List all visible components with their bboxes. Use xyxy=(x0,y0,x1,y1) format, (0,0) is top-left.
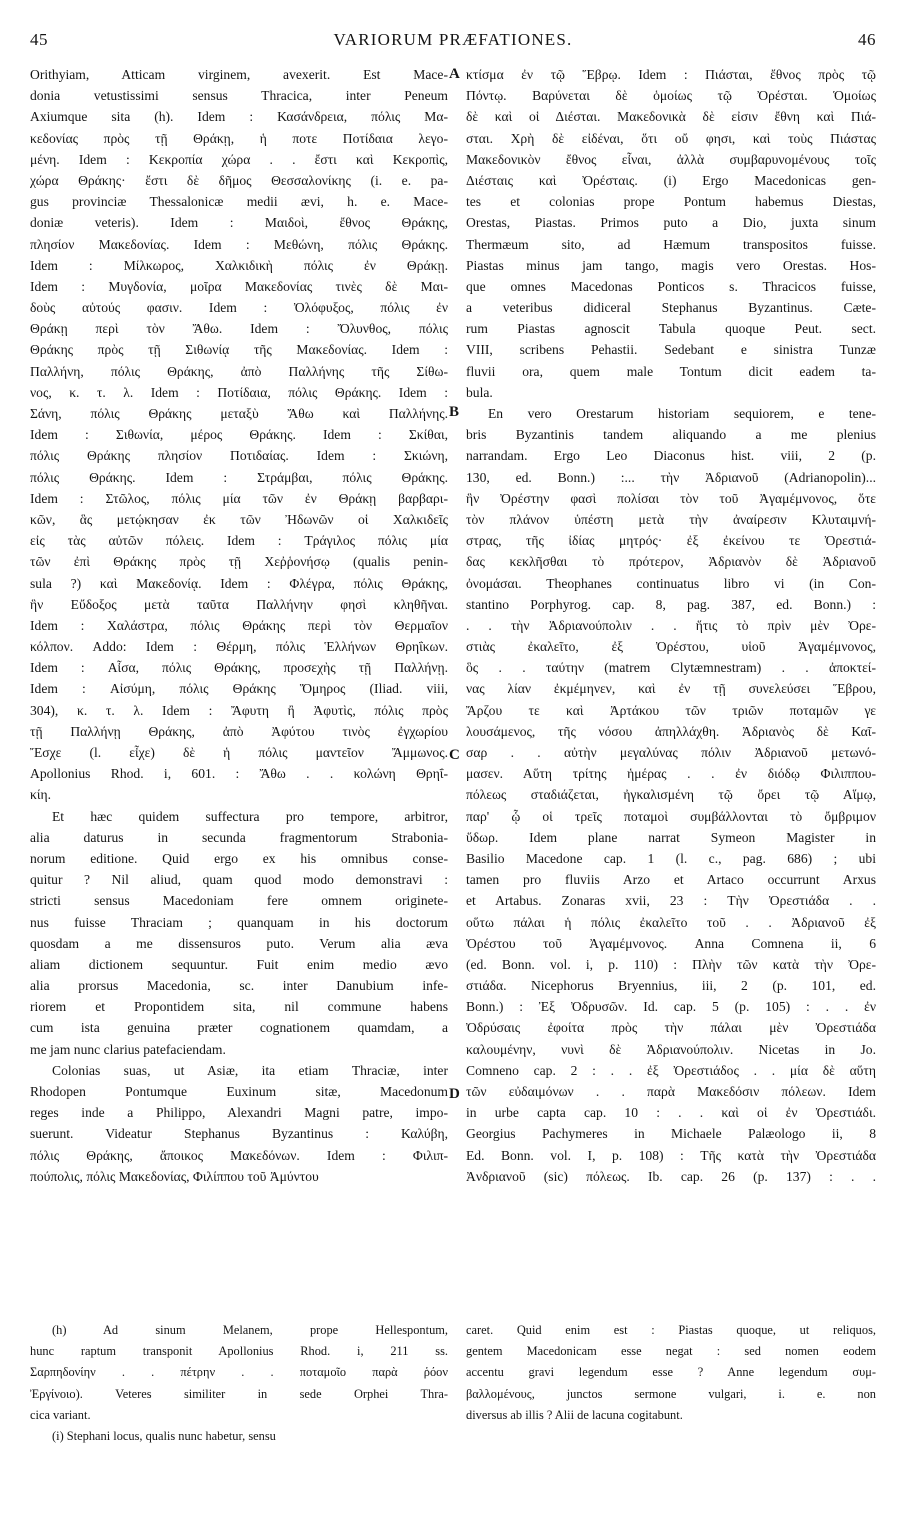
text-line: . . τὴν Ἀδριανούπολιν . . ἥτις τὸ πρὶν μὲν Ὀρε- xyxy=(466,617,876,633)
text-line: Idem : Αἰσύμη, πόλις Θράκης Ὅμηρος (Iliad. viii, xyxy=(30,681,448,697)
text-line: Μακεδονικὸν ἔθνος εἶναι, ἀλλὰ συμβαρυνομένους τοῖς xyxy=(466,151,876,167)
text-line: quosdam a me dissensuros puto. Verum alia æva xyxy=(30,935,448,951)
text-line: λουσάμενος, τῆς νόσου ἀπηλλάχθη. Ἀδριανὸς δὲ Καῖ- xyxy=(466,723,876,739)
text-line: Piastas minus jam tango, magis vero Orestas. Hos- xyxy=(466,257,876,273)
text-line: στρας, τῆς ἰδίας μητρός· ἐξ ἐκείνου τε Ὀρεστιά- xyxy=(466,533,876,549)
text-line: Thermæum sito, ad Hæmum transpositos fuisse. xyxy=(466,236,876,252)
text-line: Idem : Στῶλος, πόλις μία τῶν ἐν Θράκῃ βαρβαρι- xyxy=(30,490,448,506)
text-line: καλουμένην, νυνὶ δὲ Ἀδριανούπολιν. Nicetas in Jo. xyxy=(466,1041,876,1057)
text-line: stantino Porphyrog. cap. 8, pag. 387, ed. Bonn.) : xyxy=(466,596,876,612)
text-line: Orestas, Piastas. Primos puto a Dio, juxta sinum xyxy=(466,215,876,231)
text-line: Ἄρζου τε καὶ Ἀρτάκου τῶν τριῶν ποταμῶν γε xyxy=(466,702,876,718)
left-column xyxy=(30,64,448,1187)
text-line: reges inde a Philippo, Alexandri Magni patre, impo- xyxy=(30,1105,448,1121)
text-line: bula. xyxy=(466,384,493,400)
text-line: Axiumque sita (h). Idem : Κασάνδρεια, πόλις Μα- xyxy=(30,109,448,125)
text-line: Ὀδρύσαις ἐφοίτα πρὸς τὴν πάλαι μὲν Ὀρεστιάδα xyxy=(466,1020,876,1036)
text-line: σται. Χρὴ δὲ εἰδέναι, ὅτι οὔ φησι, καὶ τοὺς Πιάστας xyxy=(466,130,876,146)
footnote-line: caret. Quid enim est : Piastas quoque, ut reliquos, xyxy=(466,1323,876,1337)
running-title: VARIORUM PRÆFATIONES. xyxy=(333,30,573,49)
text-line: ὃς . . ταύτην (matrem Clytæmnestram) . . ἀποκτεί- xyxy=(466,660,876,676)
footnote-line: (h) Ad sinum Melanem, prope Hellespontum, xyxy=(52,1323,448,1337)
margin-letter-a: A xyxy=(449,66,460,82)
text-line: Θράκῃ περὶ τὸν Ἄθω. Idem : Ὄλυνθος, πόλις xyxy=(30,321,448,337)
footnote-line: Ἐργίνοιο). Veteres similiter in sede Orphei Thra- xyxy=(30,1386,448,1401)
text-line: riorem et Propontidem sita, nil commune habens xyxy=(30,999,448,1015)
text-line: Colonias suas, ut Asiæ, ita etiam Thraciæ, inter xyxy=(52,1062,448,1078)
text-line: τῶν ἐπὶ Θράκης πρὸς τῇ Χεῤῥονήσῳ (qualis penin- xyxy=(30,554,448,570)
text-line: παρ' ᾧ οἱ τρεῖς ποταμοὶ συμβάλλονται τὸ ὄμβριμον xyxy=(466,808,876,824)
footnote-line: cica variant. xyxy=(30,1407,91,1422)
page-number-right: 46 xyxy=(858,30,876,49)
text-line: Σάνη, πόλις Θράκης μεταξὺ Ἄθω καὶ Παλλήνης. xyxy=(30,406,448,421)
text-line: Rhodopen Pontumque Euxinum sitæ, Macedonum xyxy=(30,1084,448,1099)
margin-letter-c: C xyxy=(449,747,460,763)
text-line: Θράκης πρὸς τῇ Σιθωνίᾳ τῆς Μακεδονίας. Idem : xyxy=(30,342,448,358)
text-line: σαρ . . αὐτὴν μεγαλύνας πόλιν Ἀδριανοῦ μετωνό- xyxy=(466,745,876,760)
text-line: Et hæc quidem suffectura pro tempore, arbitror, xyxy=(52,808,448,824)
text-line: bris Byzantinis tandem aliquando a me plenius xyxy=(466,427,876,443)
text-line: κῶν, ἃς μετῴκησαν ἐκ τῶν Ἠδωνῶν οἱ Χαλκιδεῖς xyxy=(30,511,448,527)
text-line: que omnes Macedonas Ponticos s. Thracicos fuisse, xyxy=(466,278,876,294)
text-line: Idem : Σιθωνία, μέρος Θράκης. Idem : Σκίθαι, xyxy=(30,427,448,443)
text-line: νας λίαν ἐκμέμηνεν, καὶ ἐν τῇ συνελεύσει Ἕβρου, xyxy=(466,681,876,697)
footnote-line: hunc raptum transponit Apollonius Rhod. i, 211 ss. xyxy=(30,1344,448,1359)
text-line: πόλεως σταδιάζεται, ἠγκαλισμένη τῷ ὄρει τῷ Αἵμῳ, xyxy=(466,787,876,803)
text-line: μασεν. Αὕτη τρίτης ἡμέρας . . ἐν διόδῳ Φιλιππου- xyxy=(466,766,876,782)
text-line: πλησίον Μακεδονίας. Idem : Μεθώνη, πόλις Θράκης. xyxy=(30,236,448,252)
text-line: nus fuisse Thraciam ; quanquam in his doctorum xyxy=(30,914,448,930)
text-line: fluvii ora, quem male Tontum dicit eadem ta- xyxy=(466,363,876,379)
text-line: οὕτω πάλαι ἡ πόλις ἐκαλεῖτο τοῦ . . Ἀδριανοῦ ἐξ xyxy=(466,914,876,930)
text-line: ἣν Ὀρέστην φασὶ πολίσαι τὸν τοῦ Ἀγαμέμνονος, ὅτε xyxy=(466,490,876,506)
text-line: aliam dictionem sequuntur. Fuit enim medio ævo xyxy=(30,956,448,972)
text-line: κεδονίας πρὸς τῇ Θράκῃ, ἡ ποτε Ποτίδαια λεγο- xyxy=(30,130,448,146)
text-line: Διέσταις καὶ Ὀρέσταις. (i) Ergo Macedonicas gen- xyxy=(466,172,876,188)
text-line: μένη. Idem : Κεκροπία χώρα . . ἔστι καὶ Κεκροπὶς, xyxy=(30,151,448,167)
text-line: Ὀρέστου τοῦ Ἀγαμέμνονος. Anna Comnena ii, 6 xyxy=(466,935,876,951)
text-line: Ἀνδριανοῦ (sic) πόλεως. Ib. cap. 26 (p. 137) : . . xyxy=(466,1168,876,1184)
text-line: tes et colonias prope Pontum habemus Diestas, xyxy=(466,194,876,210)
text-line: Bonn.) : Ἐξ Ὀδρυσῶν. Id. cap. 5 (p. 105) : . . ἐν xyxy=(466,999,876,1015)
page-number-left: 45 xyxy=(30,30,48,49)
text-line: τῇ Παλλήνῃ Θράκης, ἀπὸ Ἀφύτου τινὸς ἐγχωρίου xyxy=(30,723,448,739)
text-line: πούπολις, πόλις Μακεδονίας, Φιλίππου τοῦ Ἀμύντου xyxy=(30,1168,319,1184)
text-line: Orithyiam, Atticam virginem, avexerit. Est Mace- xyxy=(30,67,448,82)
text-line: me jam nunc clarius patefaciendam. xyxy=(30,1041,226,1057)
text-line: gus provinciæ Thessalonicæ medii ævi, h. e. Mace- xyxy=(30,194,448,210)
text-line: νος, κ. τ. λ. Idem : Ποτίδαια, πόλις Θράκης. Idem : xyxy=(30,384,448,400)
margin-letter-b: B xyxy=(449,404,460,420)
footnote-line: gentem Macedonicam esse negat : sed nomen eodem xyxy=(466,1344,876,1359)
text-line: τῶν εὐδαιμόνων . . παρὰ Μακεδόσιν πόλεων. Idem xyxy=(466,1084,876,1099)
text-line: δας κεκλῆσθαι τὸ πρότερον, Ἀδριανὸν δὲ Ἀδριανοῦ xyxy=(466,554,876,570)
footnote-line: βαλλομένους, junctos sermone vulgari, i. e. non xyxy=(466,1386,876,1401)
text-line: et Artabus. Zonaras xvii, 23 : Τὴν Ὀρεστιάδα . . xyxy=(466,893,876,909)
text-line: Idem : Μυγδονία, μοῖρα Μακεδονίας τινὲς δὲ Μαι- xyxy=(30,278,448,294)
text-line: norum editione. Quid ergo ex his omnibus conse- xyxy=(30,850,448,866)
page-header xyxy=(30,30,876,56)
text-line: κίη. xyxy=(30,787,52,803)
text-line: Πόντῳ. Βαρύνεται δὲ ὁμοίως τῷ Ὀρέσται. Ὁμοίως xyxy=(466,88,876,104)
footnotes-left xyxy=(30,1322,448,1449)
text-line: δὲ καὶ οἱ Διέσται. Μακεδονικὰ δὲ εἰσιν ἔθνη καὶ Πιά- xyxy=(466,109,876,125)
text-line: (ed. Bonn. vol. i, p. 110) : Πλὴν τῶν κατὰ τὴν Ὀρε- xyxy=(466,956,876,972)
text-line: πόλις Θράκης πλησίον Ποτιδαίας. Idem : Σκιώνη, xyxy=(30,448,448,464)
text-line: Ἔσχε (l. εἶχε) δὲ ἡ πόλις μαντεῖον Ἄμμωνος. xyxy=(30,745,448,760)
text-line: Basilio Macedone cap. 1 (l. c., pag. 686) ; ubi xyxy=(466,850,876,866)
text-line: στιὰς ἐκαλεῖτο, ἐξ Ὀρέστου, υἱοῦ Ἀγαμέμνονος, xyxy=(466,639,876,655)
text-line: ἣν Εὔδοξος μετὰ ταῦτα Παλλήνην φησὶ κληθῆναι. xyxy=(30,596,448,612)
text-line: κόλπον. Addo: Idem : Θέρμη, πόλις Ἑλλήνων Θρηΐκων. xyxy=(30,639,448,655)
text-line: ὀνομάσαι. Theophanes continuatus libro vi (in Con- xyxy=(466,575,876,591)
text-line: Comneno cap. 2 : . . ἐξ Ὀρεστιάδος . . μία δὲ αὕτη xyxy=(466,1062,876,1078)
footnotes-right xyxy=(466,1322,876,1428)
text-line: 304), κ. τ. λ. Idem : Ἄφυτη ἢ Ἀφυτὶς, πόλις πρὸς xyxy=(30,702,448,718)
text-line: Idem : Αἶσα, πόλις Θράκης, προσεχὴς τῇ Παλλήνῃ. xyxy=(30,660,448,676)
text-line: a veteribus didiceral Stephanus Byzantinus. Cæte- xyxy=(466,300,876,316)
text-line: tamen pro fluviis Arzo et Artaco occurrunt Arxus xyxy=(466,872,876,888)
text-line: εἰς τὰς αὐτῶν πόλεις. Idem : Τράγιλος πόλις μία xyxy=(30,533,448,549)
text-line: cum ista genuina præter cognationem quamdam, a xyxy=(30,1020,448,1036)
text-line: suerunt. Videatur Stephanus Byzantinus : Καλύβη, xyxy=(30,1126,448,1142)
text-line: in urbe capta cap. 10 : . . καὶ οἱ ἐν Ὀρεστιάδι. xyxy=(466,1105,876,1121)
text-line: sula ?) καὶ Μακεδονίᾳ. Idem : Φλέγρα, πόλις Θράκης, xyxy=(30,575,448,591)
text-line: rum Piastas agnoscit Tabula quoque Peut. sect. xyxy=(466,321,876,337)
text-line: δοὺς αὐτούς φασιν. Idem : Ὀλόφυξος, πόλις ἐν xyxy=(30,300,448,316)
text-line: στιάδα. Nicephorus Bryennius, iii, 2 (p. 101, ed. xyxy=(466,978,876,994)
margin-letter-d: D xyxy=(449,1086,460,1102)
text-line: quitur ? Nil aliud, quam quod modo demonstravi : xyxy=(30,872,448,888)
right-column xyxy=(466,64,876,1187)
text-line: En vero Orestarum historiam sequiorem, e tene- xyxy=(488,406,876,421)
text-line: πόλις Θράκης, ἄποικος Μακεδόνων. Idem : Φιλιπ- xyxy=(30,1147,448,1163)
text-line: Idem : Χαλάστρα, πόλις Θράκης περὶ τὸν Θερμαῖον xyxy=(30,617,448,633)
text-line: VIII, scribens Pehastii. Sedebant e sinistra Tunzæ xyxy=(466,342,876,358)
text-line: stricti sensus Macedoniam fere omnem originete- xyxy=(30,893,448,909)
text-line: Παλλήνη, πόλις Θράκης, ἀπὸ Παλλήνης τῆς Σίθω- xyxy=(30,363,448,379)
text-line: τὸν πλάνον ὑπέστη μετὰ τὴν ἀναίρεσιν Κλυταιμνή- xyxy=(466,511,876,527)
text-line: alia prorsus Macedonia, sc. inter Danubium infe- xyxy=(30,978,448,994)
text-line: 130, ed. Bonn.) :... τὴν Ἀδριανοῦ (Adrianopolin)... xyxy=(466,469,876,485)
footnote-line: Σαρπηδονίην . . πέτρην . . ποταμοῖο παρὰ ῥόον xyxy=(30,1365,448,1380)
footnote-line: (i) Stephani locus, qualis nunc habetur, sensu xyxy=(52,1428,276,1443)
footnote-line: accentu gravi legendum esse ? Anne legendum συμ- xyxy=(466,1365,876,1380)
text-line: πόλις Θράκης. Idem : Στράμβαι, πόλις Θράκης. xyxy=(30,469,448,485)
text-line: κτίσμα ἐν τῷ Ἕβρῳ. Idem : Πιάσται, ἔθνος πρὸς τῷ xyxy=(466,67,876,82)
text-line: Apollonius Rhod. i, 601. : Ἄθω . . κολώνη Θρηΐ- xyxy=(30,766,448,782)
text-line: doniæ veteris). Idem : Μαιδοὶ, ἔθνος Θράκης, xyxy=(30,215,448,231)
text-line: Georgius Pachymeres in Michaele Palæologo ii, 8 xyxy=(466,1126,876,1142)
text-line: χώρα Θράκης· ἔστι δὲ δῆμος Θεσσαλονίκης (i. e. pa- xyxy=(30,172,448,188)
text-line: alia daturus in secunda fragmentorum Strabonia- xyxy=(30,829,448,845)
text-line: ὕδωρ. Idem plane narrat Symeon Magister in xyxy=(466,829,876,845)
footnote-line: diversus ab illis ? Alii de lacuna cogitabunt. xyxy=(466,1407,683,1422)
text-line: Ed. Bonn. vol. I, p. 108) : Τῆς κατὰ τὴν Ὀρεστιάδα xyxy=(466,1147,876,1163)
text-line: donia vetustissimi sensus Thracica, inter Peneum xyxy=(30,88,448,104)
text-line: narrandam. Ergo Leo Diaconus hist. viii, 2 (p. xyxy=(466,448,876,464)
text-line: Idem : Μίλκωρος, Χαλκιδικὴ πόλις ἐν Θράκῃ. xyxy=(30,257,448,273)
